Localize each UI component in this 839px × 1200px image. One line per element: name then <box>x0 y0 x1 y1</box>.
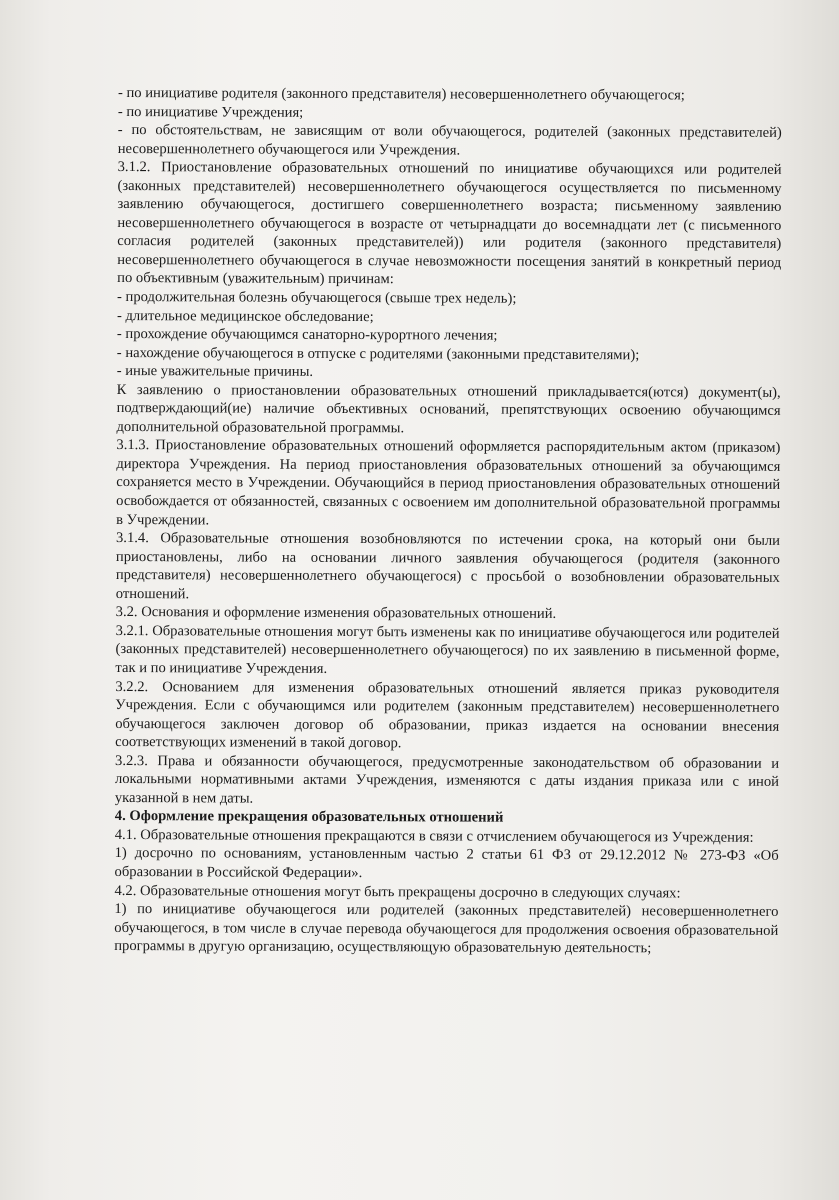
section-4-heading: 4. Оформление прекращения образовательных отношений <box>114 808 504 827</box>
paragraph-4-2-item-1: 1) по инициативе обучающегося или родителей (законных представителей) несовершеннолетнего обучающегося, в том числе в случае перевода обучающегося для продолжения освоения образовательной программы в другую организацию, осуществляющую образовательную деятельность; <box>114 901 779 957</box>
list-item-sanatorium: - прохождение обучающимся санаторно-курортного лечения; <box>116 326 498 344</box>
paragraph-institution-initiative: - по инициативе Учреждения; <box>117 103 304 121</box>
paragraph-3-2-3: 3.2.3. Права и обязанности обучающегося, предусмотренные законодательством об образовании и локальными нормативными актами Учреждения, изменяются с даты издания приказа или с иной указанной в нем даты. <box>114 752 780 807</box>
paragraph-application-documents: К заявлению о приостановлении образовательных отношений прикладывается(ются) документ(ы), подтверждающий(ие) наличие объективных оснований, препятствующих освоению обучающимся дополнительной образовательной программы. <box>116 381 781 437</box>
paragraph-3-2: 3.2. Основания и оформление изменения образовательных отношений. <box>115 604 557 623</box>
list-item-vacation: - нахождение обучающегося в отпуске с родителями (законными представителями); <box>116 344 640 363</box>
paragraph-4-1: 4.1. Образовательные отношения прекращаются в связи с отчислением обучающегося из Учреждения: <box>114 826 754 846</box>
paragraph-parent-initiative: - по инициативе родителя (законного представителя) несовершеннолетнего обучающегося; <box>117 84 685 104</box>
list-item-other-reasons: - иные уважительные причины. <box>116 363 314 381</box>
paragraph-3-1-3: 3.1.3. Приостановление образовательных отношений оформляется распорядительным актом (приказом) директора Учреждения. На период приостановления образовательных отношений за обучающимся сохраняется место в Учреждении. Обучающийся в период приостановления образовательных отношений освобождается от обязанностей, связанных с освоением им дополнительной образовательной программы в Учреждении. <box>116 437 781 528</box>
paragraph-3-1-4: 3.1.4. Образовательные отношения возобновляются по истечении срока, на который они были приостановлены, либо на основании личного заявления обучающегося (родителя (законного представителя) несовершеннолетнего обучающегося) с просьбой о возобновлении образовательных отношений. <box>115 530 781 603</box>
paragraph-4-2: 4.2. Образовательные отношения могут быть прекращены досрочно в следующих случаях: <box>114 882 681 901</box>
paragraph-4-1-item-1: 1) досрочно по основаниям, установленным частью 2 статьи 61 ФЗ от 29.12.2012 № 273-ФЗ «Об образовании в Российской Федерации». <box>114 845 779 882</box>
list-item-illness: - продолжительная болезнь обучающегося (свыше трех недель); <box>117 289 517 307</box>
paragraph-3-2-2: 3.2.2. Основанием для изменения образовательных отношений является приказ руководителя Учреждения. Если с обучающимся или родителем (законным представителем) несовершеннолетнего обучающегося заключен договор об образовании, приказ издается на основании внесения соответствующих изменений в такой договор. <box>115 678 780 752</box>
paragraph-3-1-2: 3.1.2. Приостановление образовательных отношений по инициативе обучающихся или родителей (законных представителей) несовершеннолетнего обучающегося осуществляется по письменному заявлению обучающегося, достигшего совершеннолетнего возраста; письменному заявлению несовершеннолетнего обучающегося в возрасте от четырнадцати до восемнадцати лет (с письменного согласия родителей (законных представителей)) или родителя (законного представителя) несовершеннолетнего обучающегося в случае невозможности посещения занятий в конкретный период по объективным (уважительным) причинам: <box>117 159 782 288</box>
list-item-medical-exam: - длительное медицинское обследование; <box>116 307 374 325</box>
paragraph-circumstances: - по обстоятельствам, не зависящим от воли обучающегося, родителей (законных представителей) несовершеннолетнего обучающегося или Учреждения. <box>117 122 782 159</box>
document-body <box>114 84 782 959</box>
paragraph-3-2-1: 3.2.1. Образовательные отношения могут быть изменены как по инициативе обучающегося или родителей (законных представителей) несовершеннолетнего обучающегося) по их заявлению в письменной форме, так и по инициативе Учреждения. <box>115 622 780 677</box>
